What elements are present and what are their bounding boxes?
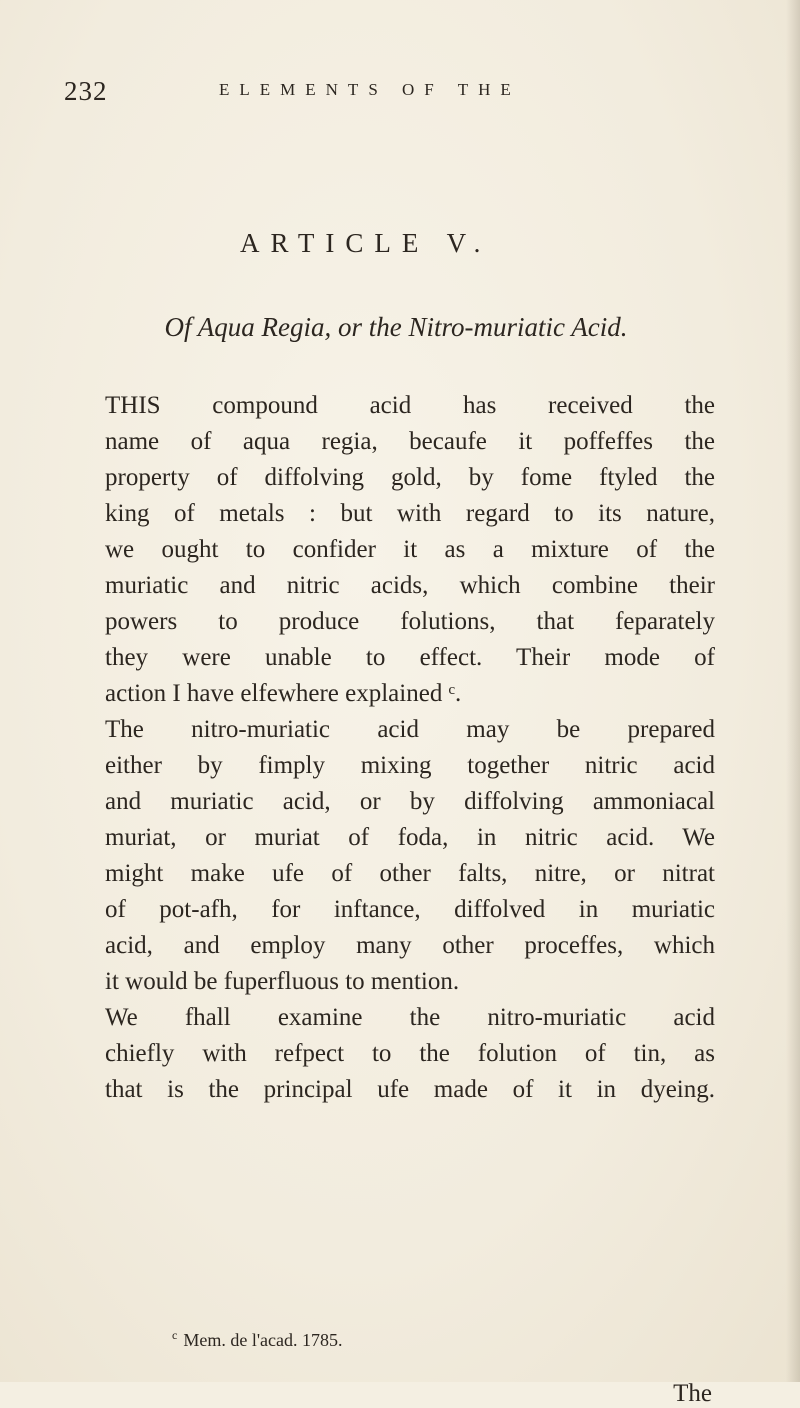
text-line: powers to produce folutions, that feparately	[105, 608, 715, 635]
text-line: they were unable to effect. Their mode of	[105, 644, 715, 671]
text-line: it would be fuperfluous to mention.	[105, 968, 460, 995]
text-line: chiefly with refpect to the folution of tin, as	[105, 1040, 715, 1067]
text-line: property of diffolving gold, by fome ftyled the	[105, 464, 715, 491]
article-heading: ARTICLE V.	[240, 228, 492, 258]
text-line: that is the principal ufe made of it in dyeing.	[105, 1076, 715, 1103]
text-line: of pot-afh, for inftance, diffolved in muriatic	[105, 896, 715, 923]
catchword: The	[673, 1380, 712, 1407]
text-line: The nitro-muriatic acid may be prepared	[105, 716, 715, 743]
footnote-text: Mem. de l'acad. 1785.	[183, 1330, 343, 1350]
page-number: 232	[64, 76, 108, 106]
body-text	[105, 388, 715, 1108]
text-line: we ought to confider it as a mixture of the	[105, 536, 715, 563]
text-line: either by fimply mixing together nitric acid	[105, 752, 715, 779]
text-line: and muriatic acid, or by diffolving ammoniacal	[105, 788, 715, 815]
footnote-marker: c	[172, 1328, 178, 1342]
running-title: ELEMENTS OF THE	[219, 80, 521, 99]
footnote	[172, 1328, 343, 1351]
text-line: acid, and employ many other proceffes, which	[105, 932, 715, 959]
text-line: name of aqua regia, becaufe it poffeffes the	[105, 428, 715, 455]
text-line: muriat, or muriat of foda, in nitric acid. We	[105, 824, 715, 851]
text-line: king of metals : but with regard to its nature,	[105, 500, 715, 527]
text-line: muriatic and nitric acids, which combine their	[105, 572, 715, 599]
text-line: might make ufe of other falts, nitre, or nitrat	[105, 860, 715, 887]
text-line: THIS compound acid has received the	[105, 392, 715, 419]
text-line: action I have elfewhere explained ᶜ.	[105, 680, 462, 707]
page-edge-shadow	[786, 0, 800, 1382]
article-subtitle: Of Aqua Regia, or the Nitro-muriatic Acid.	[164, 312, 628, 342]
text-line: We fhall examine the nitro-muriatic acid	[105, 1004, 715, 1031]
running-head	[64, 72, 704, 112]
